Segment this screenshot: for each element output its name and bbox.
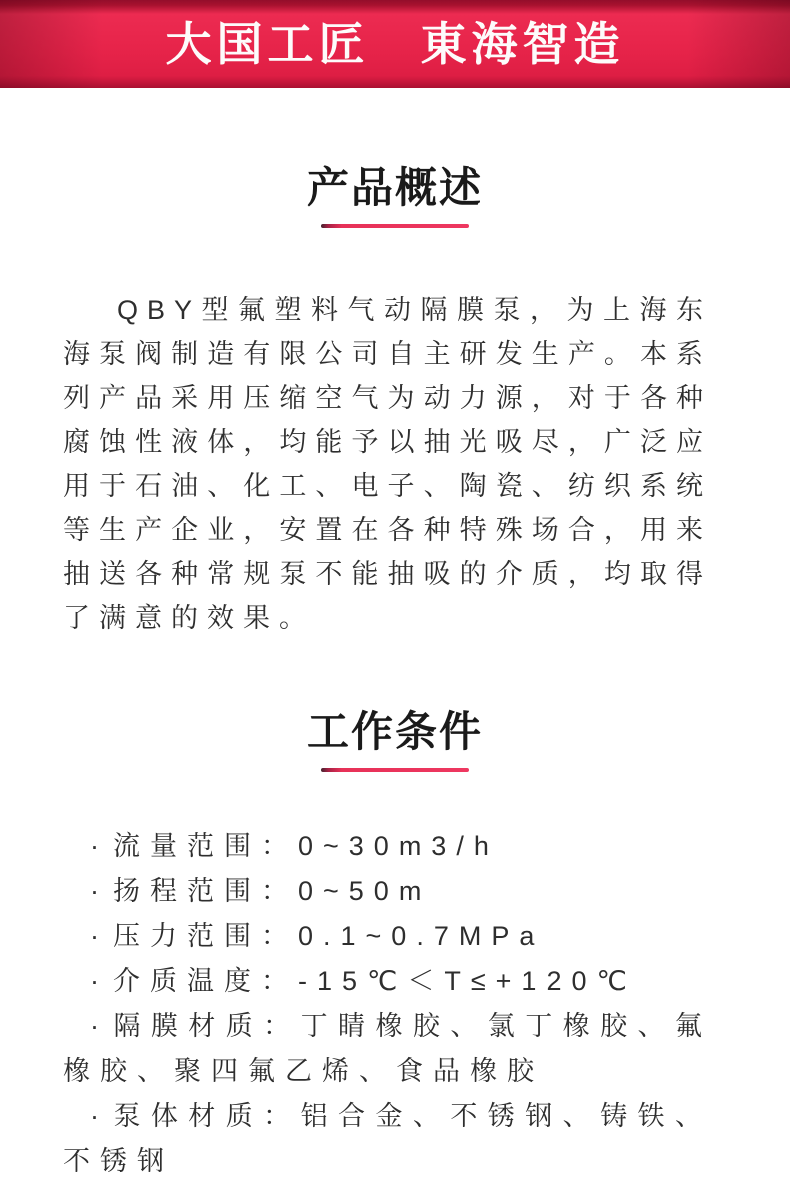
spec-item <box>63 869 712 914</box>
product-overview-section <box>0 166 790 640</box>
spec-text: 压力范围：0.1~0.7MPa <box>113 921 545 951</box>
overview-heading: 产品概述 <box>306 164 483 211</box>
spec-item <box>63 914 712 959</box>
conditions-list <box>63 824 712 1184</box>
spec-text: 流量范围：0~30m3/h <box>113 831 499 861</box>
banner-title: 大国工匠 東海智造 <box>165 18 625 70</box>
heading-underline <box>321 224 469 228</box>
spec-text: 隔膜材质：丁睛橡胶、氯丁橡胶、氟橡胶、聚四氟乙烯、食品橡胶 <box>63 1011 712 1086</box>
spec-item <box>63 1094 712 1184</box>
brand-banner <box>0 0 790 88</box>
spec-item <box>63 959 712 1004</box>
spec-text: 泵体材质：铝合金、不锈钢、铸铁、不锈钢 <box>63 1101 712 1176</box>
spec-text: 扬程范围：0~50m <box>113 876 432 906</box>
spec-item <box>63 824 712 869</box>
overview-paragraph: QBY型氟塑料气动隔膜泵，为上海东海泵阀制造有限公司自主研发生产。本系列产品采用压缩空气为动力源，对于各种腐蚀性液体，均能予以抽光吸尽，广泛应用于石油、化工、电子、陶瓷、纺织系统等生产企业，安置在各种特殊场合，用来抽送各种常规泵不能抽吸的介质，均取得了满意的效果。 <box>63 295 712 633</box>
spec-text: 介质温度：-15℃＜T≤+120℃ <box>113 966 637 996</box>
bullet-marker: · <box>90 1011 109 1041</box>
bullet-marker: · <box>90 1101 109 1131</box>
bullet-marker: · <box>90 876 109 906</box>
bullet-marker: · <box>90 966 109 996</box>
bullet-marker: · <box>90 831 109 861</box>
heading-underline <box>321 768 469 772</box>
spec-item <box>63 1004 712 1094</box>
working-conditions-section <box>0 710 790 1184</box>
bullet-marker: · <box>90 921 109 951</box>
conditions-heading: 工作条件 <box>306 708 483 755</box>
